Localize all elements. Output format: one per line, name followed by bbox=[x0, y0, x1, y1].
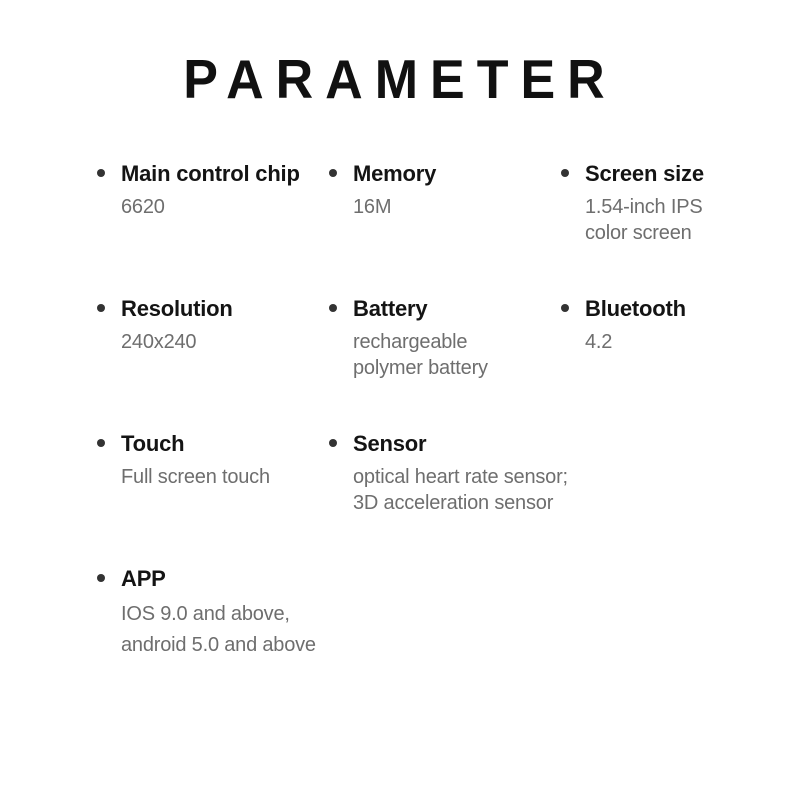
param-value: Full screen touch bbox=[121, 466, 270, 488]
bullet-icon bbox=[97, 304, 105, 312]
bullet-icon bbox=[329, 304, 337, 312]
bullet-icon bbox=[97, 439, 105, 447]
param-label: Main control chip bbox=[121, 161, 300, 186]
param-value: rechargeable polymer battery bbox=[353, 331, 488, 379]
param-label: Resolution bbox=[121, 296, 233, 321]
param-label: Touch bbox=[121, 431, 185, 456]
param-value: 6620 bbox=[121, 196, 165, 218]
param-value: 240x240 bbox=[121, 331, 197, 353]
param-label: Screen size bbox=[585, 161, 704, 186]
param-sensor bbox=[353, 429, 633, 516]
param-label: APP bbox=[121, 566, 166, 591]
param-value: 4.2 bbox=[585, 331, 613, 353]
param-touch bbox=[121, 429, 361, 490]
param-app bbox=[121, 564, 361, 661]
bullet-icon bbox=[561, 304, 569, 312]
param-battery bbox=[353, 294, 593, 381]
page-title: PARAMETER bbox=[183, 49, 617, 111]
bullet-icon bbox=[97, 169, 105, 177]
param-value: IOS 9.0 and above, android 5.0 and above bbox=[121, 603, 316, 656]
bullet-icon bbox=[329, 439, 337, 447]
param-value: 16M bbox=[353, 196, 392, 218]
param-value: 1.54-inch IPS color screen bbox=[585, 196, 703, 244]
param-value: optical heart rate sensor; 3D acceleration sensor bbox=[353, 466, 568, 514]
bullet-icon bbox=[97, 574, 105, 582]
param-label: Bluetooth bbox=[585, 296, 686, 321]
param-label: Battery bbox=[353, 296, 428, 321]
bullet-icon bbox=[561, 169, 569, 177]
param-resolution bbox=[121, 294, 361, 355]
param-memory bbox=[353, 159, 593, 220]
bullet-icon bbox=[329, 169, 337, 177]
param-screen-size bbox=[585, 159, 785, 246]
param-label: Memory bbox=[353, 161, 437, 186]
param-main-control-chip bbox=[121, 159, 361, 220]
param-label: Sensor bbox=[353, 431, 427, 456]
param-bluetooth bbox=[585, 294, 785, 355]
